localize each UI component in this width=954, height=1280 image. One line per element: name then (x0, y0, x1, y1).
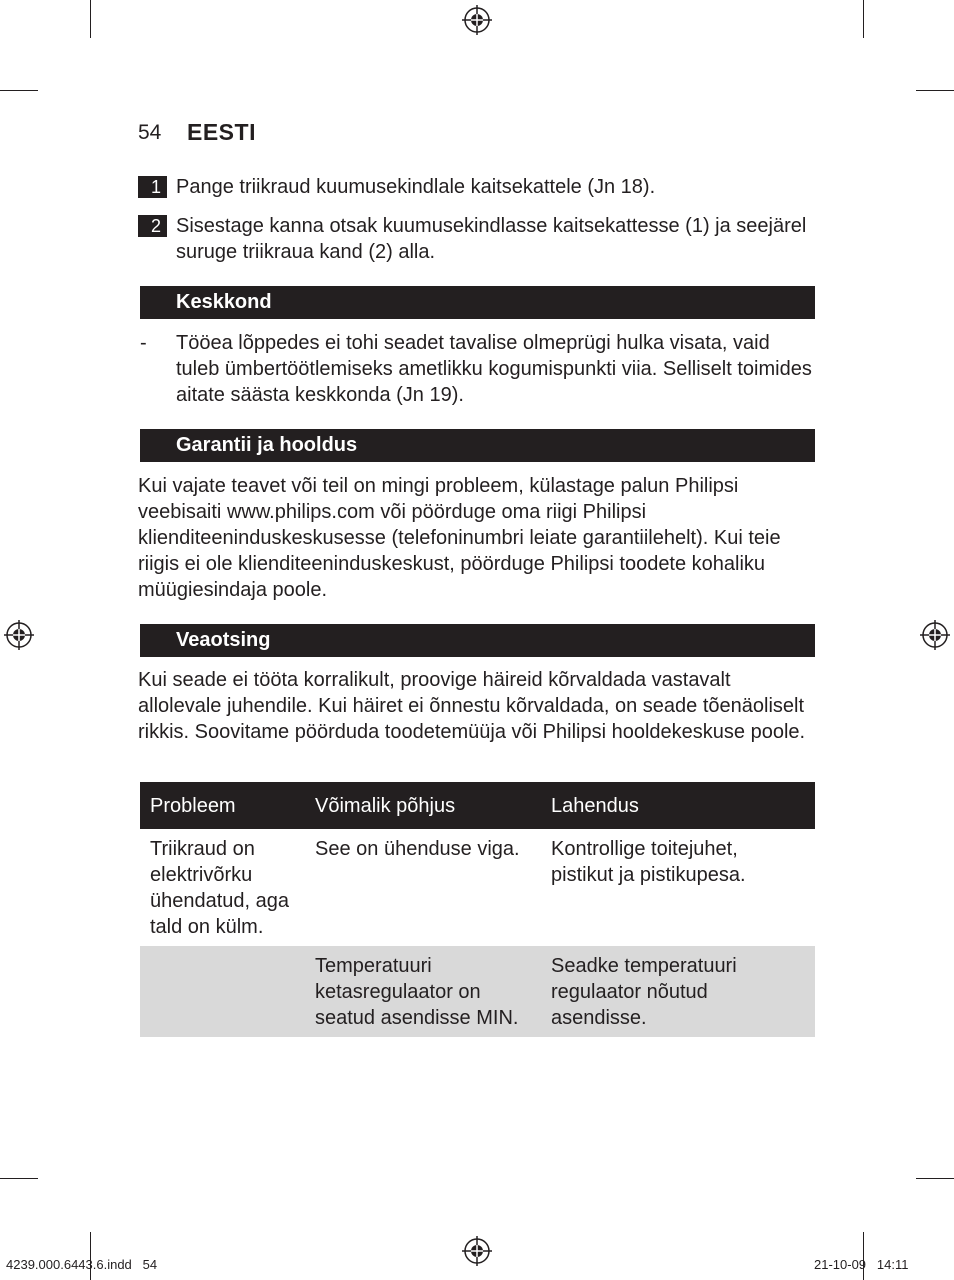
crop-mark (916, 90, 954, 91)
language-heading: EESTI (187, 119, 256, 145)
cause-cell: See on ühenduse viga. (315, 838, 520, 860)
warranty-text-before: Kui vajate teavet või teil on mingi probleem, külastage palun Philipsi veebisaiti (138, 475, 739, 523)
cause-cell: Temperatuuri ketasregulaator on seatud asendisse MIN. (305, 946, 541, 1037)
crop-mark (90, 0, 91, 38)
problem-cell (140, 946, 305, 1037)
registration-mark-icon (920, 620, 950, 650)
troubleshooting-table (140, 782, 815, 1037)
step-2 (138, 213, 818, 265)
section-heading-troubleshooting: Veaotsing (140, 624, 815, 657)
step-number: 2 (138, 215, 167, 237)
bullet-dash: - (140, 332, 147, 354)
column-header-solution: Lahendus (541, 782, 815, 829)
crop-mark (863, 1232, 864, 1280)
column-header-cause: Võimalik põhjus (305, 782, 541, 829)
crop-mark (863, 0, 864, 38)
step-text: Sisestage kanna otsak kuumusekindlasse kaitsekattesse (1) ja seejärel suruge triikraua kand (2) alla. (176, 215, 807, 263)
table-row (140, 946, 815, 1037)
step-number: 1 (138, 176, 167, 198)
step-1 (138, 174, 818, 200)
philips-link[interactable]: www.philips.com (226, 501, 375, 523)
page-number: 54 (138, 121, 162, 144)
column-header-problem: Probleem (140, 782, 305, 829)
crop-mark (0, 1178, 38, 1179)
footer-file-slug: 4239.000.6443.6.indd 54 (6, 1257, 158, 1272)
section-heading-environment: Keskkond (140, 286, 815, 319)
crop-mark (0, 90, 38, 91)
solution-cell: Seadke temperatuuri regulaator nõutud asendisse. (541, 946, 815, 1037)
problem-cell: Triikraud on elektrivõrku ühendatud, aga tald on külm. (150, 838, 290, 938)
environment-bullet (138, 330, 818, 408)
registration-mark-icon (462, 1236, 492, 1266)
step-text: Pange triikraud kuumusekindlale kaitsekattele (Jn 18). (176, 176, 656, 198)
registration-mark-icon (462, 5, 492, 35)
section-heading-warranty: Garantii ja hooldus (140, 429, 815, 462)
warranty-paragraph (138, 473, 818, 603)
troubleshooting-intro: Kui seade ei tööta korralikult, proovige häireid kõrvaldada vastavalt allolevale juhendile. Kui häiret ei õnnestu kõrvaldada, on seade tõenäoliselt rikkis. Soovitame pöörduda toodetemüüja või Philipsi hooldekeskuse poole. (138, 669, 806, 743)
warranty-text-after: või pöörduge oma riigi Philipsi klienditeeninduskeskusesse (telefoninumbri leiate garantiilehelt). Kui teie riigis ei ole klienditeeninduskeskust, pöörduge Philipsi toodete kohaliku müügiesindaja poole. (138, 501, 781, 601)
solution-cell: Kontrollige toitejuhet, pistikut ja pistikupesa. (551, 838, 746, 886)
table-row (140, 829, 815, 946)
crop-mark (90, 1232, 91, 1280)
footer-date-slug: 21-10-09 14:11 (814, 1257, 909, 1272)
crop-mark (916, 1178, 954, 1179)
registration-mark-icon (4, 620, 34, 650)
environment-text: Tööea lõppedes ei tohi seadet tavalise olmeprügi hulka visata, vaid tuleb ümbertöötlemiseks ametlikku kogumispunkti viia. Selliselt toimides aitate säästa keskkonda (Jn 19). (176, 332, 812, 406)
table-header-row (140, 782, 815, 829)
